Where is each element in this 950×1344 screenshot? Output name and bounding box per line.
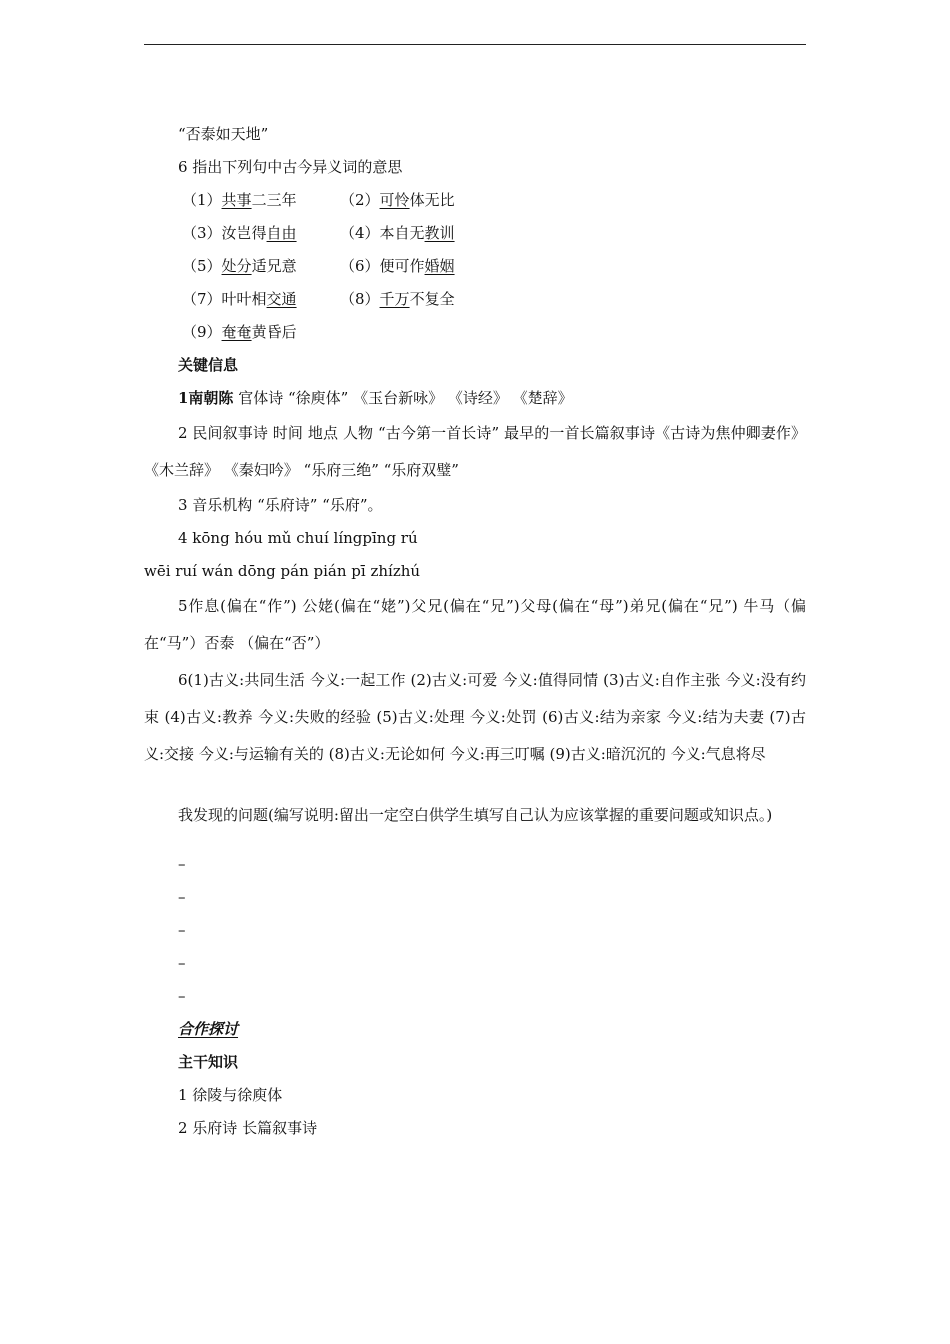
vocab-row: （9）奄奄黄昏后 bbox=[182, 323, 297, 341]
key-info-5: 5作息(偏在“作”) 公姥(偏在“姥”)父兄(偏在“兄”)父母(偏在“母”)弟兄(偏在“兄”) 牛马（偏在“马”）否泰 （偏在“否”） bbox=[144, 597, 806, 652]
blank-line: – bbox=[178, 888, 186, 906]
list-item: 1 徐陵与徐庾体 bbox=[178, 1086, 283, 1104]
text-line: “否泰如天地” bbox=[178, 125, 269, 143]
key-info-4: 4 kōng hóu mǔ chuí língpīng rú bbox=[178, 529, 418, 547]
question-6: 6 指出下列句中古今异义词的意思 bbox=[178, 158, 403, 176]
vocab-word: 共事 bbox=[221, 191, 252, 209]
vocab-word: 教训 bbox=[424, 224, 455, 242]
blank-line: – bbox=[178, 921, 186, 939]
vocab-row: （1）共事二三年 （2）可怜体无比 bbox=[182, 191, 455, 209]
blank-line: – bbox=[178, 855, 186, 873]
header-rule bbox=[144, 44, 806, 45]
vocab-word: 可怜 bbox=[379, 191, 410, 209]
problems-prompt: 我发现的问题(编写说明:留出一定空白供学生填写自己认为应该掌握的重要问题或知识点。) bbox=[178, 806, 773, 824]
vocab-word: 千万 bbox=[379, 290, 410, 308]
section-title: 合作探讨 bbox=[178, 1020, 239, 1038]
blank-line: – bbox=[178, 954, 186, 972]
key-info-2: 2 民间叙事诗 时间 地点 人物 “古今第一首长诗” 最早的一首长篇叙事诗《古诗为焦仲卿妻作》 《木兰辞》 《秦妇吟》 “乐府三绝” “乐府双璧” bbox=[144, 424, 806, 479]
vocab-word: 婚姻 bbox=[424, 257, 455, 275]
cooperate-title-line bbox=[144, 1013, 806, 1046]
key-info-6: 6(1)古义:共同生活 今义:一起工作 (2)古义:可爱 今义:值得同情 (3)古义:自作主张 今义:没有约束 (4)古义:教养 今义:失败的经验 (5)古义:处理 今义:处罚 (6)古义:结为亲家 今义:结为夫妻 (7)古义:交接 今义:与运输有关的 (8)古义:无论如何 今义:再三叮嘱 (9)古义:暗沉沉的 今义:气息将尽 bbox=[144, 671, 806, 763]
vocab-word: 交通 bbox=[266, 290, 297, 308]
vocab-row: （3）汝岂得自由 （4）本自无教训 bbox=[182, 224, 455, 242]
vocab-word: 处分 bbox=[221, 257, 252, 275]
vocab-row: （5）处分适兄意 （6）便可作婚姻 bbox=[182, 257, 455, 275]
section-heading: 关键信息 bbox=[178, 356, 239, 374]
key-info-4b: wēi ruí wán dōng pán pián pī zhízhú bbox=[144, 562, 421, 580]
document-body bbox=[144, 118, 806, 1145]
vocab-word: 自由 bbox=[266, 224, 297, 242]
list-item: 2 乐府诗 长篇叙事诗 bbox=[178, 1119, 318, 1137]
subheading: 主干知识 bbox=[178, 1053, 239, 1071]
vocab-row: （7）叶叶相交通 （8）千万不复全 bbox=[182, 290, 455, 308]
key-info-3: 3 音乐机构 “乐府诗” “乐府”。 bbox=[178, 496, 383, 514]
blank-line: – bbox=[178, 987, 186, 1005]
vocab-word: 奄奄 bbox=[221, 323, 252, 341]
key-info-1: 1南朝陈 官体诗 “徐庾体” 《玉台新咏》 《诗经》 《楚辞》 bbox=[178, 389, 573, 407]
